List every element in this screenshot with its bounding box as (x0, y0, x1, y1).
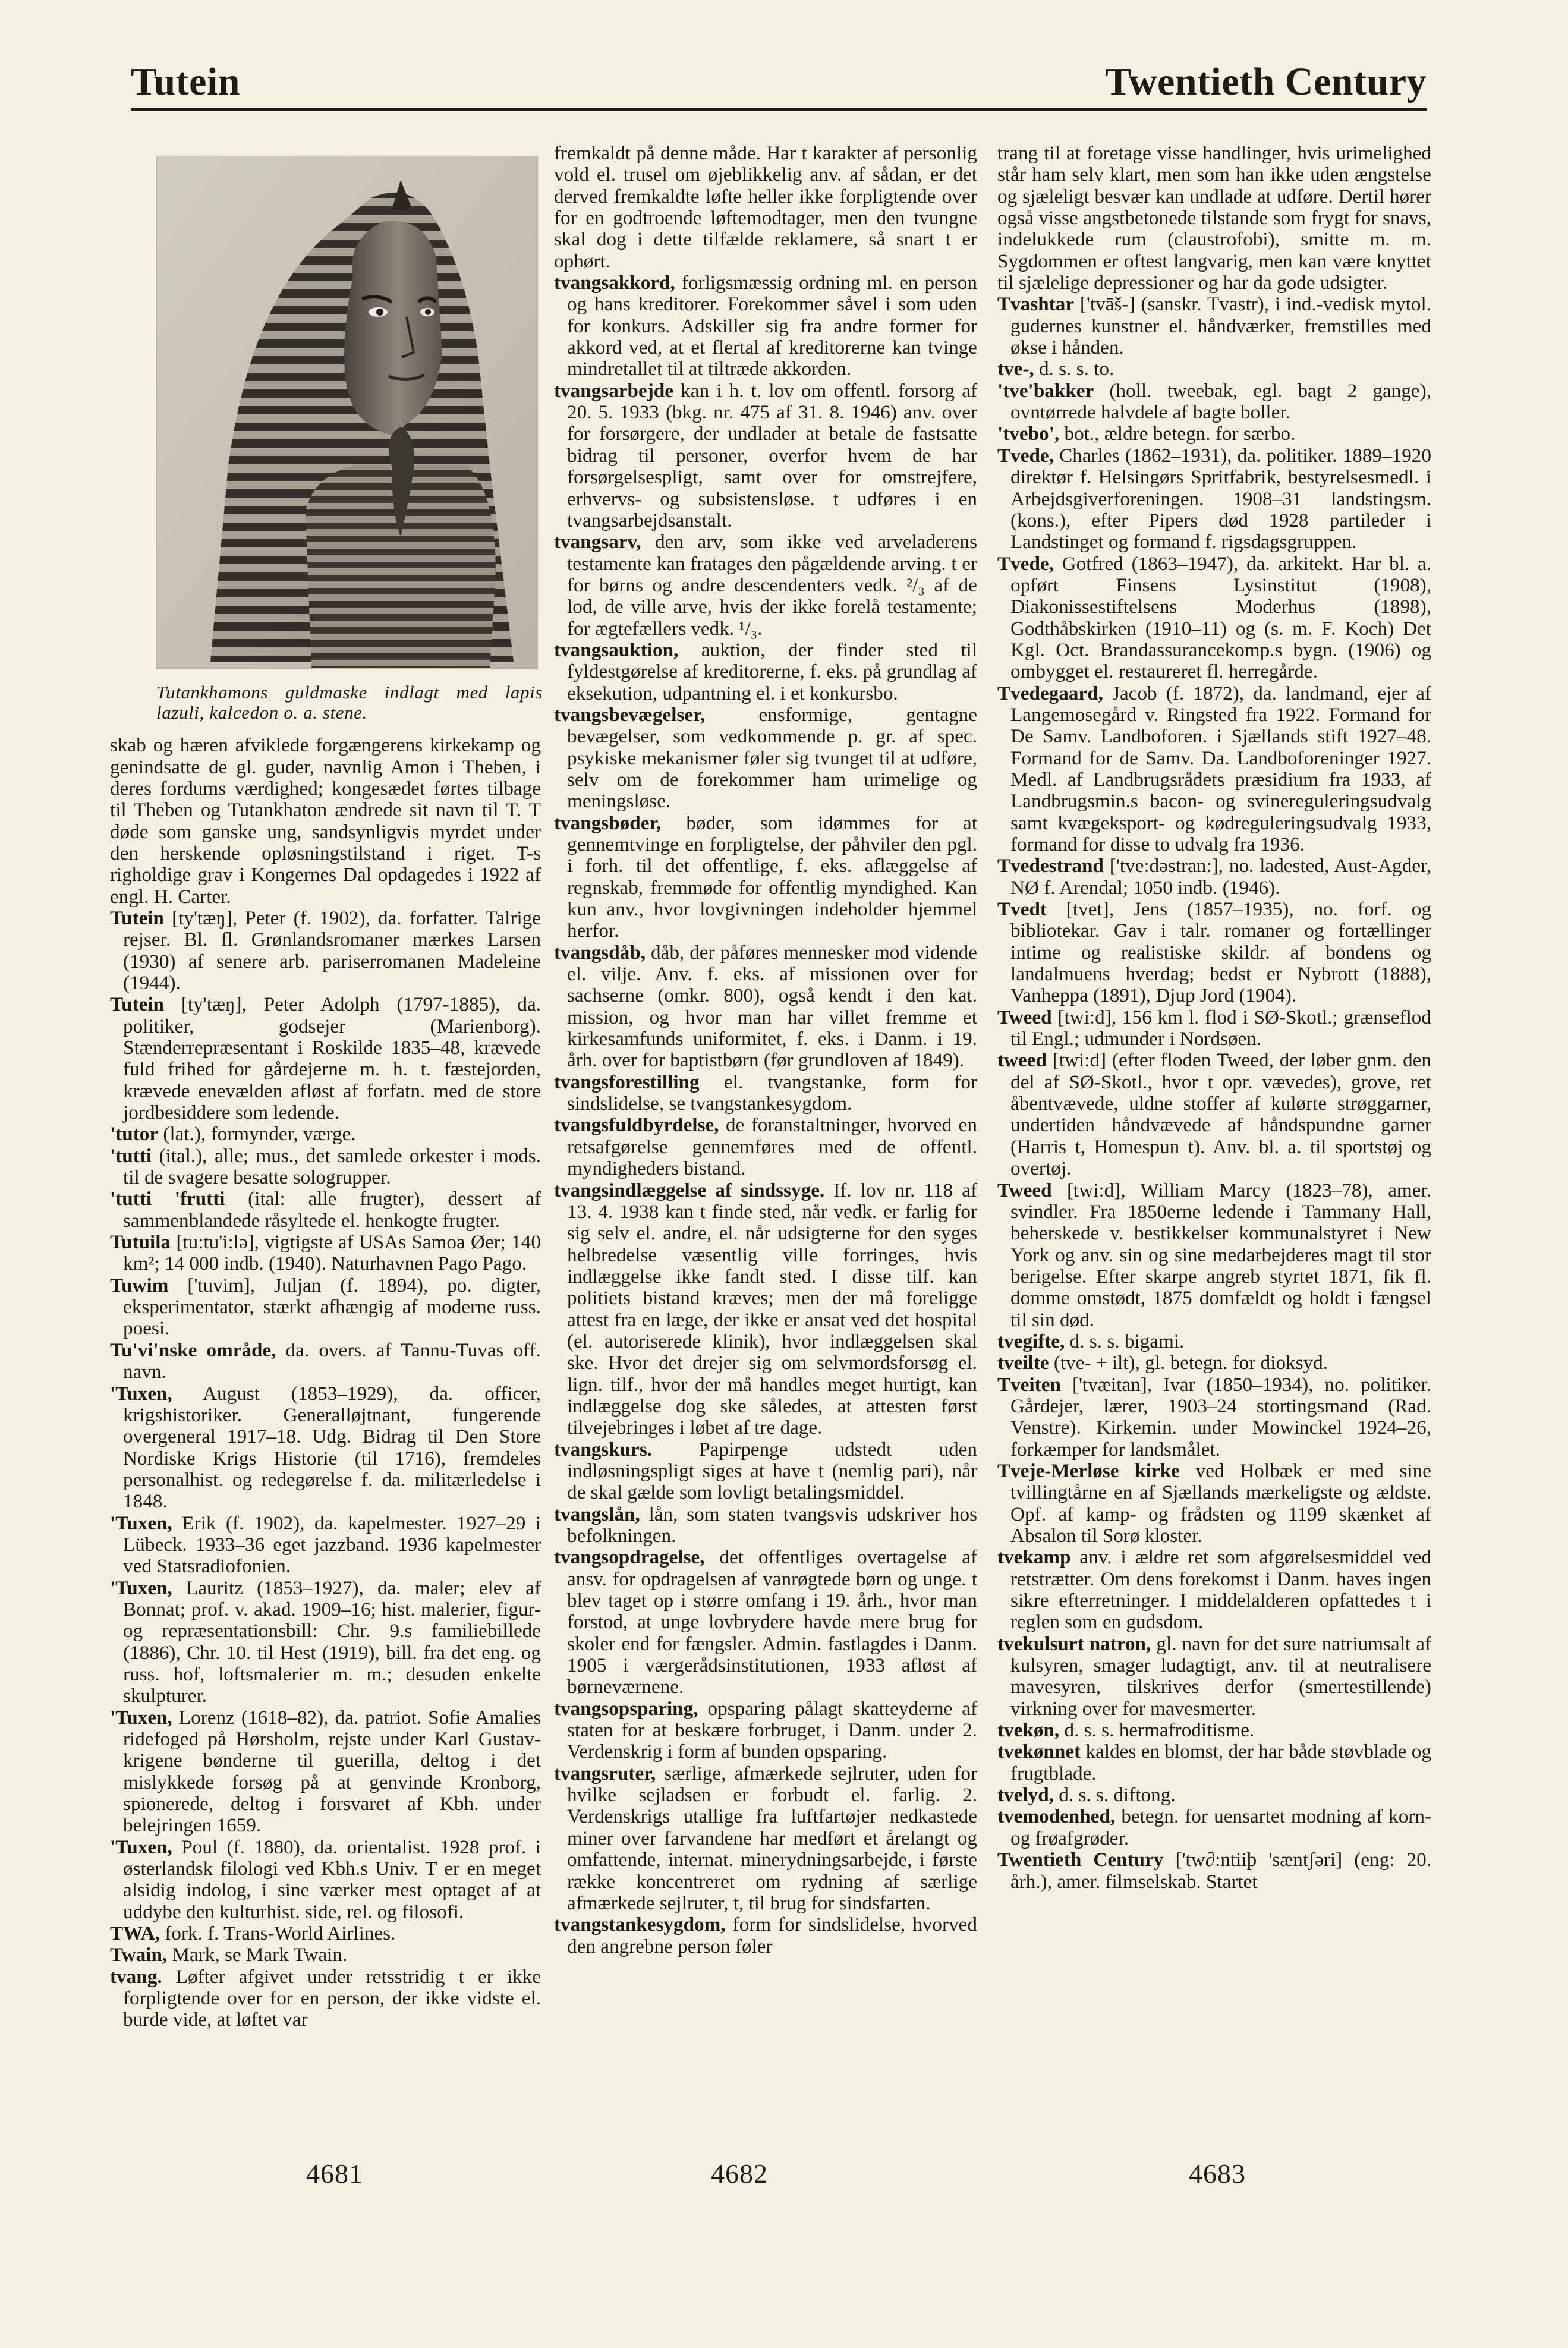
entry-headword: tve-, (997, 358, 1034, 380)
entry-headword: tvangsdåb, (554, 941, 646, 964)
entry-headword: tvangsbøder, (554, 811, 662, 834)
dictionary-entry (110, 1232, 541, 1275)
dictionary-entry (110, 1578, 541, 1707)
dictionary-entry (997, 899, 1431, 1007)
entry-text: [twi:d], William Marcy (1823–78), amer. svindler. Fra 1850erne ledende i Tammany Hall, beherskede v. bestikkelser kommunalstyret i New York og anv. sin og sine medarbejderes magt til stor berigelse. Efter skarpe angreb styrtet 1871, fik fl. domme omstødt, 1875 domfældt og holdt i fængsel til sin død. (1010, 1179, 1431, 1331)
dictionary-entry (554, 813, 977, 942)
dictionary-entry (997, 1720, 1431, 1741)
dictionary-entry (110, 1707, 541, 1837)
entry-text: [tvet], Jens (1857–1935), no. forf. og bibliotekar. Gav i talr. romaner og fortællinger intime og realistiske skildr. af bondens og landalmuens hverdag; bedst er Nybrott (1888), Vanheppa (1891), Djup Jord (1904). (1010, 898, 1431, 1007)
dictionary-entry (554, 1698, 977, 1763)
dictionary-entry (110, 1383, 541, 1513)
entry-text: (holl. tweebak, egl. bagt 2 gange), ovntørrede halvdele af bagte boller. (1010, 379, 1431, 424)
entry-text: ['tve:dəstran:], no. ladested, Aust-Agder, NØ f. Arendal; 1050 indb. (1946). (1010, 855, 1431, 899)
entry-headword: 'tutti (110, 1144, 152, 1167)
entry-text: (ital.), alle; mus., det samlede orkester i mods. til de svagere besatte sologrupper. (123, 1144, 541, 1189)
dictionary-entry (997, 423, 1431, 445)
dictionary-entry (997, 358, 1431, 380)
entry-text: anv. i ældre ret som afgørelsesmiddel ved retstrætter. Om dens forekomst i Danm. haves ingen sikre efterretninger. I middelalderen opfattedes t i reglen som en gudsdom. (1010, 1546, 1431, 1633)
entry-text: [twi:d], 156 km l. flod i SØ-Skotl.; grænseflod til Engl.; udmunder i Nordsøen. (1010, 1006, 1431, 1050)
entry-headword: tvekamp (997, 1546, 1071, 1569)
dictionary-entry (110, 1837, 541, 1923)
dictionary-entry (997, 1547, 1431, 1633)
entry-text: kan i h. t. lov om offentl. forsorg af 20. 5. 1933 (bkg. nr. 475 af 31. 8. 1946) anv. over for forsørgere, der undlader at betale de fastsatte bidrag til personer, overfor hvem de har forsørgelsespligt, samt over for omstrejfere, erhvervs- og subsistensløse. t udføres i en tvangsarbejdsanstalt. (567, 379, 977, 531)
entry-text: trang til at foretage visse handlinger, hvis urimelighed står ham selv klart, men som han ikke uden ængstelse og sjæleligt besvær kan undlade at udføre. Dertil hører også visse angstbetonede tilstande som frygt for snavs, indelukkede rum (claustrofobi), smitte m. m. Sygdommen er oftest langvarig, men kan være knyttet til sjælelige depressioner og har da gode udsigter. (997, 142, 1431, 294)
entry-text: lån, som staten tvangsvis udskriver hos befolkningen. (567, 1503, 977, 1547)
entry-text: August (1853–1929), da. officer, krigshistoriker. Generalløjtnant, fungerende overgeneral 1917–18. Udg. Bidrag til Den Store Nordiske Krigs Historie (til 1716), fremdeles personalhist. og redegørelse f. da. militærledelse i 1848. (123, 1382, 541, 1513)
dictionary-entry (997, 445, 1431, 553)
entry-headword: Tweed (997, 1006, 1052, 1028)
entry-text: særlige, afmærkede sejlruter, uden for hvilke sejladsen er forbudt el. farlig. 2. Verdenskrigs utallige fra luftfartøjer nedkastede miner over farvandene har medført et årelangt og omfattende, internat. minerydningsarbejde, i første række koncentreret om rydning af særlige afmærkede sejlruter, t, til brug for sindsfarten. (567, 1762, 977, 1914)
entry-headword: tvangsindlæggelse af sindssyge. (554, 1179, 825, 1201)
entry-text: den arv, som ikke ved arvеladerens testamente kan fratages den pågældende arving. t er for børns og andre descendenters vedk. ²/₃ af de lod, de ville arve, hvis der ikke forelå testamente; for ægtefællers vedk. ¹/₃. (567, 531, 977, 640)
dictionary-entry (110, 1145, 541, 1189)
dictionary-entry (110, 908, 541, 994)
dictionary-entry (997, 1806, 1431, 1849)
entry-headword: Tutein (110, 993, 165, 1016)
entry-headword: tvangskurs. (554, 1438, 653, 1461)
entry-text: Lorenz (1618–82), da. patriot. Sofie Amalies ridefoged på Hørsholm, rejste under Karl Gustav-krigene bønderne til guerilla, deltog i det mislykkede forsøg på at genvinde Kronborg, spionerede, deltog i forsvaret af Kbh. under belejringen 1659. (123, 1706, 541, 1837)
dictionary-entry (997, 294, 1431, 358)
entry-text: bøder, som idømmes for at gennemtvinge en forpligtelse, der påhviler den pgl. i forh. til det offentlige, f. eks. aflæggelse af regnskab, fremmøde for offentlig myndighed. Kan kun anv., hvor lovgivningen indeholder hjemmel herfor. (567, 811, 977, 942)
dictionary-entry (110, 1275, 541, 1340)
entry-headword: Tvedegaard, (997, 682, 1103, 704)
entry-text: opsparing pålagt skatteyderne af staten for at beskære forbruget, i Danm. under 2. Verdenskrig i form af bunden opsparing. (567, 1697, 977, 1763)
entry-text: [tu:tu'i:lə], vigtigste af USAs Samoa Øer; 140 km²; 14 000 indb. (1940). Naturhavnen Pago Pago. (123, 1231, 541, 1275)
entry-headword: Tvedestrand (997, 855, 1104, 877)
entry-headword: tvangslån, (554, 1503, 640, 1525)
dictionary-entry (997, 683, 1431, 856)
entry-headword: tweed (997, 1049, 1047, 1072)
entry-continuation (554, 143, 977, 272)
entry-headword: TWA, (110, 1922, 160, 1945)
entry-text: gl. navn for det sure natriumsalt af kulsyren, smager ludagtigt, anv. til at neutralisere mavesyren, tilskrives derfor (smertestillende) virkning over for mavesmerter. (1010, 1632, 1431, 1720)
entry-continuation (997, 143, 1431, 294)
entry-text: betegn. for uensartet modning af korn- og frøafgrøder. (1010, 1805, 1431, 1849)
dictionary-entry (997, 1050, 1431, 1179)
entry-headword: Tuwim (110, 1274, 169, 1296)
dictionary-entry (997, 1741, 1431, 1784)
entry-text: d. s. s. bigami. (1065, 1330, 1185, 1352)
entry-headword: Tu'vi'nske område, (110, 1339, 276, 1361)
dictionary-entry (997, 1374, 1431, 1461)
entry-text: Charles (1862–1931), da. politiker. 1889–1920 direktør f. Helsingørs Spritfabrik, bestyrelsesmedl. i Arbejdsgiverforeningen. 1908–31 landstingsm. (kons.), efter Pipers død 1928 partileder i Landstinget og formand f. rigsdagsgruppen. (1010, 444, 1431, 553)
entry-headword: tvangstankesygdom, (554, 1913, 726, 1936)
entry-headword: Tvedt (997, 898, 1047, 921)
entry-text: If. lov nr. 118 af 13. 4. 1938 kan t finde sted, når vedk. er farlig for sig selv el. andre, el. når udsigterne for den syges helbredelse væsentlig ville forringes, hvis indlæggelse ikke fandt sted. I disse tilf. kan politiets bistand kræves; men der må foreligge attest fra en læge, der ikke er ansat ved det hospital (el. autoriserede klinik), hvor indlæggelsen skal ske. Hvor det drejer sig om selvmordsforsøg el. lign. tilf., hvor der må handles meget hurtigt, kan indlæggelse dog ske således, at attesten først tilvejebringes i løbet af tre dage. (567, 1179, 977, 1439)
entry-headword: Twentieth Century (997, 1849, 1164, 1871)
entry-text: [twi:d] (efter floden Tweed, der løber gnm. den del af SØ-Skotl., hvor t opr. vævedes), grove, ret åbentvævede, uldne stoffer af kulørte strøggarner, undertiden håndvævede af håndspundne garner (Harris t, Homespun t). Anv. bl. a. til sportstøj og overtøj. (1010, 1049, 1431, 1180)
dictionary-entry (110, 994, 541, 1123)
dictionary-entry (997, 1007, 1431, 1050)
entry-headword: tvangsforestilling (554, 1071, 700, 1093)
dictionary-entry (554, 1914, 977, 1957)
entry-text: ['tw∂:ntiiþ 'sæntʃəri] (eng: 20. årh.), amer. filmselskab. Startet (1010, 1849, 1431, 1893)
entry-text: [ty'tæŋ], Peter Adolph (1797-1885), da. politiker, godsejer (Marienborg). Stænderrepræsentant i Roskilde 1835–48, krævede fuld frihed for gårdejerne m. h. t. fæstejorden, krævede enevælden afløst af forfatn. med de store jordbesiddere som ledende. (123, 993, 541, 1124)
column-1-entries (110, 735, 541, 2031)
entry-text: (ital: alle frugter), dessert af sammenblandede råsyltede el. henkogte frugter. (123, 1188, 541, 1232)
entry-text: Poul (f. 1880), da. orientalist. 1928 prof. i østerlandsk filologi ved Kbh.s Univ. T er en meget alsidig indolog, i sine værker mest optaget af at uddybe den kulturhist. side, rel. og filosofi. (123, 1836, 541, 1923)
entry-headword: tvang. (110, 1965, 162, 1988)
tutankhamun-mask-photo (156, 156, 538, 669)
entry-headword: Twain, (110, 1944, 168, 1966)
entry-headword: Tutein (110, 907, 165, 929)
entry-continuation (110, 735, 541, 908)
column-2-entries (554, 143, 977, 1957)
entry-headword: 'Tuxen, (110, 1836, 172, 1858)
entry-text: (lat.), formynder, værge. (158, 1123, 356, 1145)
entry-headword: tveilte (997, 1352, 1049, 1374)
dictionary-entry (554, 1763, 977, 1914)
dictionary-entry (997, 1352, 1431, 1374)
entry-text: Løfter afgivet under retsstridig t er ikke forpligtende over for en person, der ikke vidste el. burde vide, at løftet var (123, 1965, 541, 2031)
dictionary-entry (997, 1180, 1431, 1331)
entry-headword: 'tutor (110, 1123, 159, 1145)
entry-text: d. s. s. to. (1034, 358, 1114, 380)
entry-text: ['tvāš-] (sanskr. Tvastr), i ind.-vedisk mytol. gudernes kunstner el. håndværker, fremstilles med økse i hånden. (1010, 293, 1431, 359)
dictionary-entry (997, 1784, 1431, 1806)
entry-text: el. tvangstanke, form for sindslidelse, se tvangstankesygdom. (567, 1071, 977, 1115)
entry-text: Gotfred (1863–1947), da. arkitekt. Har bl. a. opført Finsens Lysinstitut (1908), Diakonissestiftelsens Moderhus (1898), Godthåbskirken (1910–11) og (s. m. F. Koch) Det Kgl. Oct. Brandassurancekomp.s bygn. (1906) og ombygget el. restaureret fl. herregårde. (1010, 552, 1431, 683)
entry-text: [ty'tæŋ], Peter (f. 1902), da. forfatter. Talrige rejser. Bl. fl. Grønlandsromaner mærkes Larsen (1930) af senere arb. pariserromanen Madeleine (1944). (123, 907, 541, 994)
entry-text: de foranstaltninger, hvorved en retsafgørelse gennemføres med de offentl. myndigheders bistand. (567, 1114, 977, 1180)
entry-headword: Tweed (997, 1179, 1052, 1201)
entry-text: ['tuvim], Juljan (f. 1894), po. digter, eksperimentator, stærkt afhængig af moderne russ. poesi. (123, 1274, 541, 1340)
entry-text: bot., ældre betegn. for særbo. (1059, 423, 1296, 445)
entry-text: (tve- + ilt), gl. betegn. for dioksyd. (1049, 1352, 1328, 1374)
dictionary-entry (997, 553, 1431, 683)
entry-text: skab og hæren afviklede forgængerens kirkekamp og genindsatte de gl. guder, navnlig Amon i Theben, i deres fordums værdighed; kongesædet førtes tilbage til Theben og Tutankhaton ændrede sit navn til T. T døde som ganske ung, sandsynligvis myrdet under den herskende opløsningstilstand i riget. T-s righoldige grav i Kongernes Dal opdagedes i 1922 af engl. H. Carter. (110, 734, 541, 908)
page-number-right: 4683 (1189, 2158, 1246, 2189)
entry-headword: 'tve'bakker (997, 379, 1094, 402)
entry-text: d. s. s. diftong. (1053, 1784, 1176, 1806)
entry-headword: 'tutti 'frutti (110, 1188, 225, 1210)
entry-text: dåb, der påføres mennesker mod vidende el. vilje. Anv. f. eks. af missionen over for sachserne (omkr. 800), også kendt i den kat. mission, og hvor man har villet fremme et kirkesamfunds uniformitet, f. eks. i Danm. i 19. årh. over for baptistbørn (før grundloven af 1849). (567, 941, 977, 1072)
entry-headword: tvekønnet (997, 1740, 1081, 1763)
entry-headword: tvekulsurt natron, (997, 1632, 1151, 1655)
entry-headword: 'Tuxen, (110, 1576, 172, 1599)
entry-text: ['tvæitan], Ivar (1850–1934), no. politiker. Gårdejer, lærer, 1903–24 stortingsmand (Rad. Venstre). Kirkemin. under Mowinckel 1924–26, forkæmper for landsmålet. (1010, 1373, 1431, 1461)
entry-headword: 'Tuxen, (110, 1382, 172, 1405)
entry-headword: tvangsopdragelse, (554, 1546, 705, 1569)
entry-headword: 'Tuxen, (110, 1706, 172, 1729)
dictionary-entry (997, 855, 1431, 899)
column-3-entries (997, 143, 1431, 1893)
entry-headword: 'tvebo', (997, 423, 1060, 445)
entry-text: Lauritz (1853–1927), da. maler; elev af Bonnat; prof. v. akad. 1909–16; hist. malerier, figur- og repræsentationsbill: Chr. 9.s familiebillede (1886), Chr. 10. til Hest (1919), bill. fra det eng. og russ. hof, loftsmalerier m. m.; desuden enkelte skulpturer. (123, 1576, 541, 1707)
entry-text: forligsmæssig ordning ml. en person og hans kreditorer. Forekommer såvel i som uden for konkurs. Adskiller sig fra andre former for akkord ved, at et flertal af kreditorerne kan tvinge mindretallet til at tiltræde akkorden. (567, 272, 977, 380)
dictionary-entry (554, 1504, 977, 1547)
entry-headword: Tveje-Merløse kirke (997, 1459, 1180, 1482)
dictionary-entry (554, 272, 977, 380)
entry-headword: tvangsarv, (554, 531, 641, 553)
dictionary-entry (554, 1547, 977, 1698)
running-head-right: Twentieth Century (1105, 60, 1427, 103)
entry-headword: tvegifte, (997, 1330, 1065, 1352)
dictionary-entry (110, 1966, 541, 2031)
entry-headword: tvelyd, (997, 1784, 1054, 1806)
dictionary-entry (997, 1331, 1431, 1352)
dictionary-entry (554, 1439, 977, 1504)
entry-text: ensformige, gentagne bevægelser, som vedkommende p. gr. af spec. psykiske mekanismer føler sig tvunget til at udføre, selv om de forekommer ham urimelige og meningsløse. (567, 703, 977, 813)
dictionary-entry (110, 1944, 541, 1966)
entry-headword: tvekøn, (997, 1719, 1060, 1742)
entry-headword: Tutuila (110, 1231, 171, 1254)
entry-headword: tvangsakkord, (554, 272, 675, 294)
entry-headword: Tvede, (997, 444, 1054, 467)
dictionary-entry (554, 380, 977, 531)
entry-text: Mark, se Mark Twain. (167, 1944, 348, 1966)
dictionary-entry (997, 1849, 1431, 1893)
dictionary-entry (110, 1513, 541, 1578)
entry-headword: Tveiten (997, 1373, 1061, 1396)
entry-text: Jacob (f. 1872), da. landmand, ejer af Langemosegård v. Ringsted fra 1922. Formand for De Samv. Landboforen. i Sjællands stift 1927–48. Formand for de Samv. Da. Landboforeninger 1927. Medl. af Landbrugsrådets præsidium fra 1933, af Landbrugsmin.s bacon- og svinereguleringsudvalg samt kvægeksport- og kødreguleringsudvalg 1933, formand for disse to udvalg fra 1936. (1010, 682, 1431, 855)
entry-headword: tvangsruter, (554, 1762, 656, 1784)
entry-text: auktion, der finder sted til fyldestgørelse af kreditorerne, f. eks. på grundlag af eksekution, udpantning el. i et konkursbo. (567, 638, 977, 704)
entry-text: Erik (f. 1902), da. kapelmester. 1927–29 i Lübeck. 1933–36 eget jazzband. 1936 kapelmester ved Statsradiofonien. (123, 1512, 541, 1578)
entry-text: d. s. s. hermafroditisme. (1059, 1719, 1255, 1742)
dictionary-entry (554, 640, 977, 704)
entry-text: kaldes en blomst, der har både støvblade og frugtblade. (1010, 1740, 1431, 1784)
entry-text: det offentliges overtagelse af ansv. for opdragelsen af vanrøgtede børn og unge. t blev taget op i større omfang i 19. årh., hvor man forstod, at unge lovbrydere havde mere brug for skoler end for fængsler. Admin. fastlagdes i Danm. 1905 i værgerådsinstitutionen, 1933 afløst af børneværnene. (567, 1546, 977, 1698)
entry-text: da. overs. af Tannu-Tuvas off. navn. (123, 1339, 541, 1383)
entry-headword: tvangsfuldbyrdelse, (554, 1114, 719, 1137)
entry-headword: tvangsauktion, (554, 638, 679, 661)
column-1 (110, 143, 541, 2031)
entry-text: Papirpenge udstedt uden indløsningspligt siges at have t (nemlig pari), når de skal gælde som lovligt betalingsmiddel. (567, 1438, 977, 1504)
entry-headword: Tvede, (997, 552, 1054, 575)
entry-headword: tvemodenhed, (997, 1805, 1116, 1828)
dictionary-entry (554, 704, 977, 813)
dictionary-entry (997, 1461, 1431, 1547)
entry-text: fork. f. Trans-World Airlines. (159, 1922, 396, 1945)
header-rule (131, 108, 1427, 111)
running-head-left: Tutein (131, 60, 240, 103)
dictionary-entry (110, 1340, 541, 1383)
entry-headword: Tvashtar (997, 293, 1075, 316)
dictionary-entry (554, 1115, 977, 1179)
column-3 (997, 143, 1431, 1893)
entry-headword: tvangsarbejde (554, 379, 673, 402)
dictionary-entry (554, 942, 977, 1072)
dictionary-entry (110, 1188, 541, 1232)
dictionary-entry (997, 380, 1431, 424)
entry-text: fremkaldt på denne måde. Har t karakter af personlig vold el. trusel om øjeblikkelig anv. af sådan, er det derved fremkaldte løfte heller ikke forpligtende over for en godtroende løftemodtager, men den tvungne skal dog i dette tilfælde reklamere, så snart t er ophørt. (554, 142, 977, 272)
entry-headword: tvangsbevægelser, (554, 703, 706, 726)
dictionary-entry (110, 1923, 541, 1944)
column-2 (554, 143, 977, 1957)
dictionary-entry (554, 1180, 977, 1439)
dictionary-entry (554, 1072, 977, 1115)
entry-headword: tvangsopsparing, (554, 1697, 698, 1720)
entry-text: ved Holbæk er med sine tvillingtårne en af Sjællands mærkeligste og ældste. Opf. af kamp- og frådsten og 1199 skænket af Absalon til Sorø kloster. (1010, 1459, 1432, 1547)
page-number-left: 4681 (306, 2158, 363, 2189)
figure-caption: Tutankhamons guldmaske indlagt med lapis lazuli, kalcedon o. a. stene. (156, 682, 543, 723)
dictionary-entry (554, 531, 977, 640)
entry-headword: 'Tuxen, (110, 1512, 172, 1534)
dictionary-entry (997, 1633, 1431, 1720)
page-number-middle: 4682 (711, 2158, 768, 2189)
dictionary-entry (110, 1123, 541, 1145)
entry-text: form for sindslidelse, hvorved den angrebne person føler (567, 1913, 977, 1957)
